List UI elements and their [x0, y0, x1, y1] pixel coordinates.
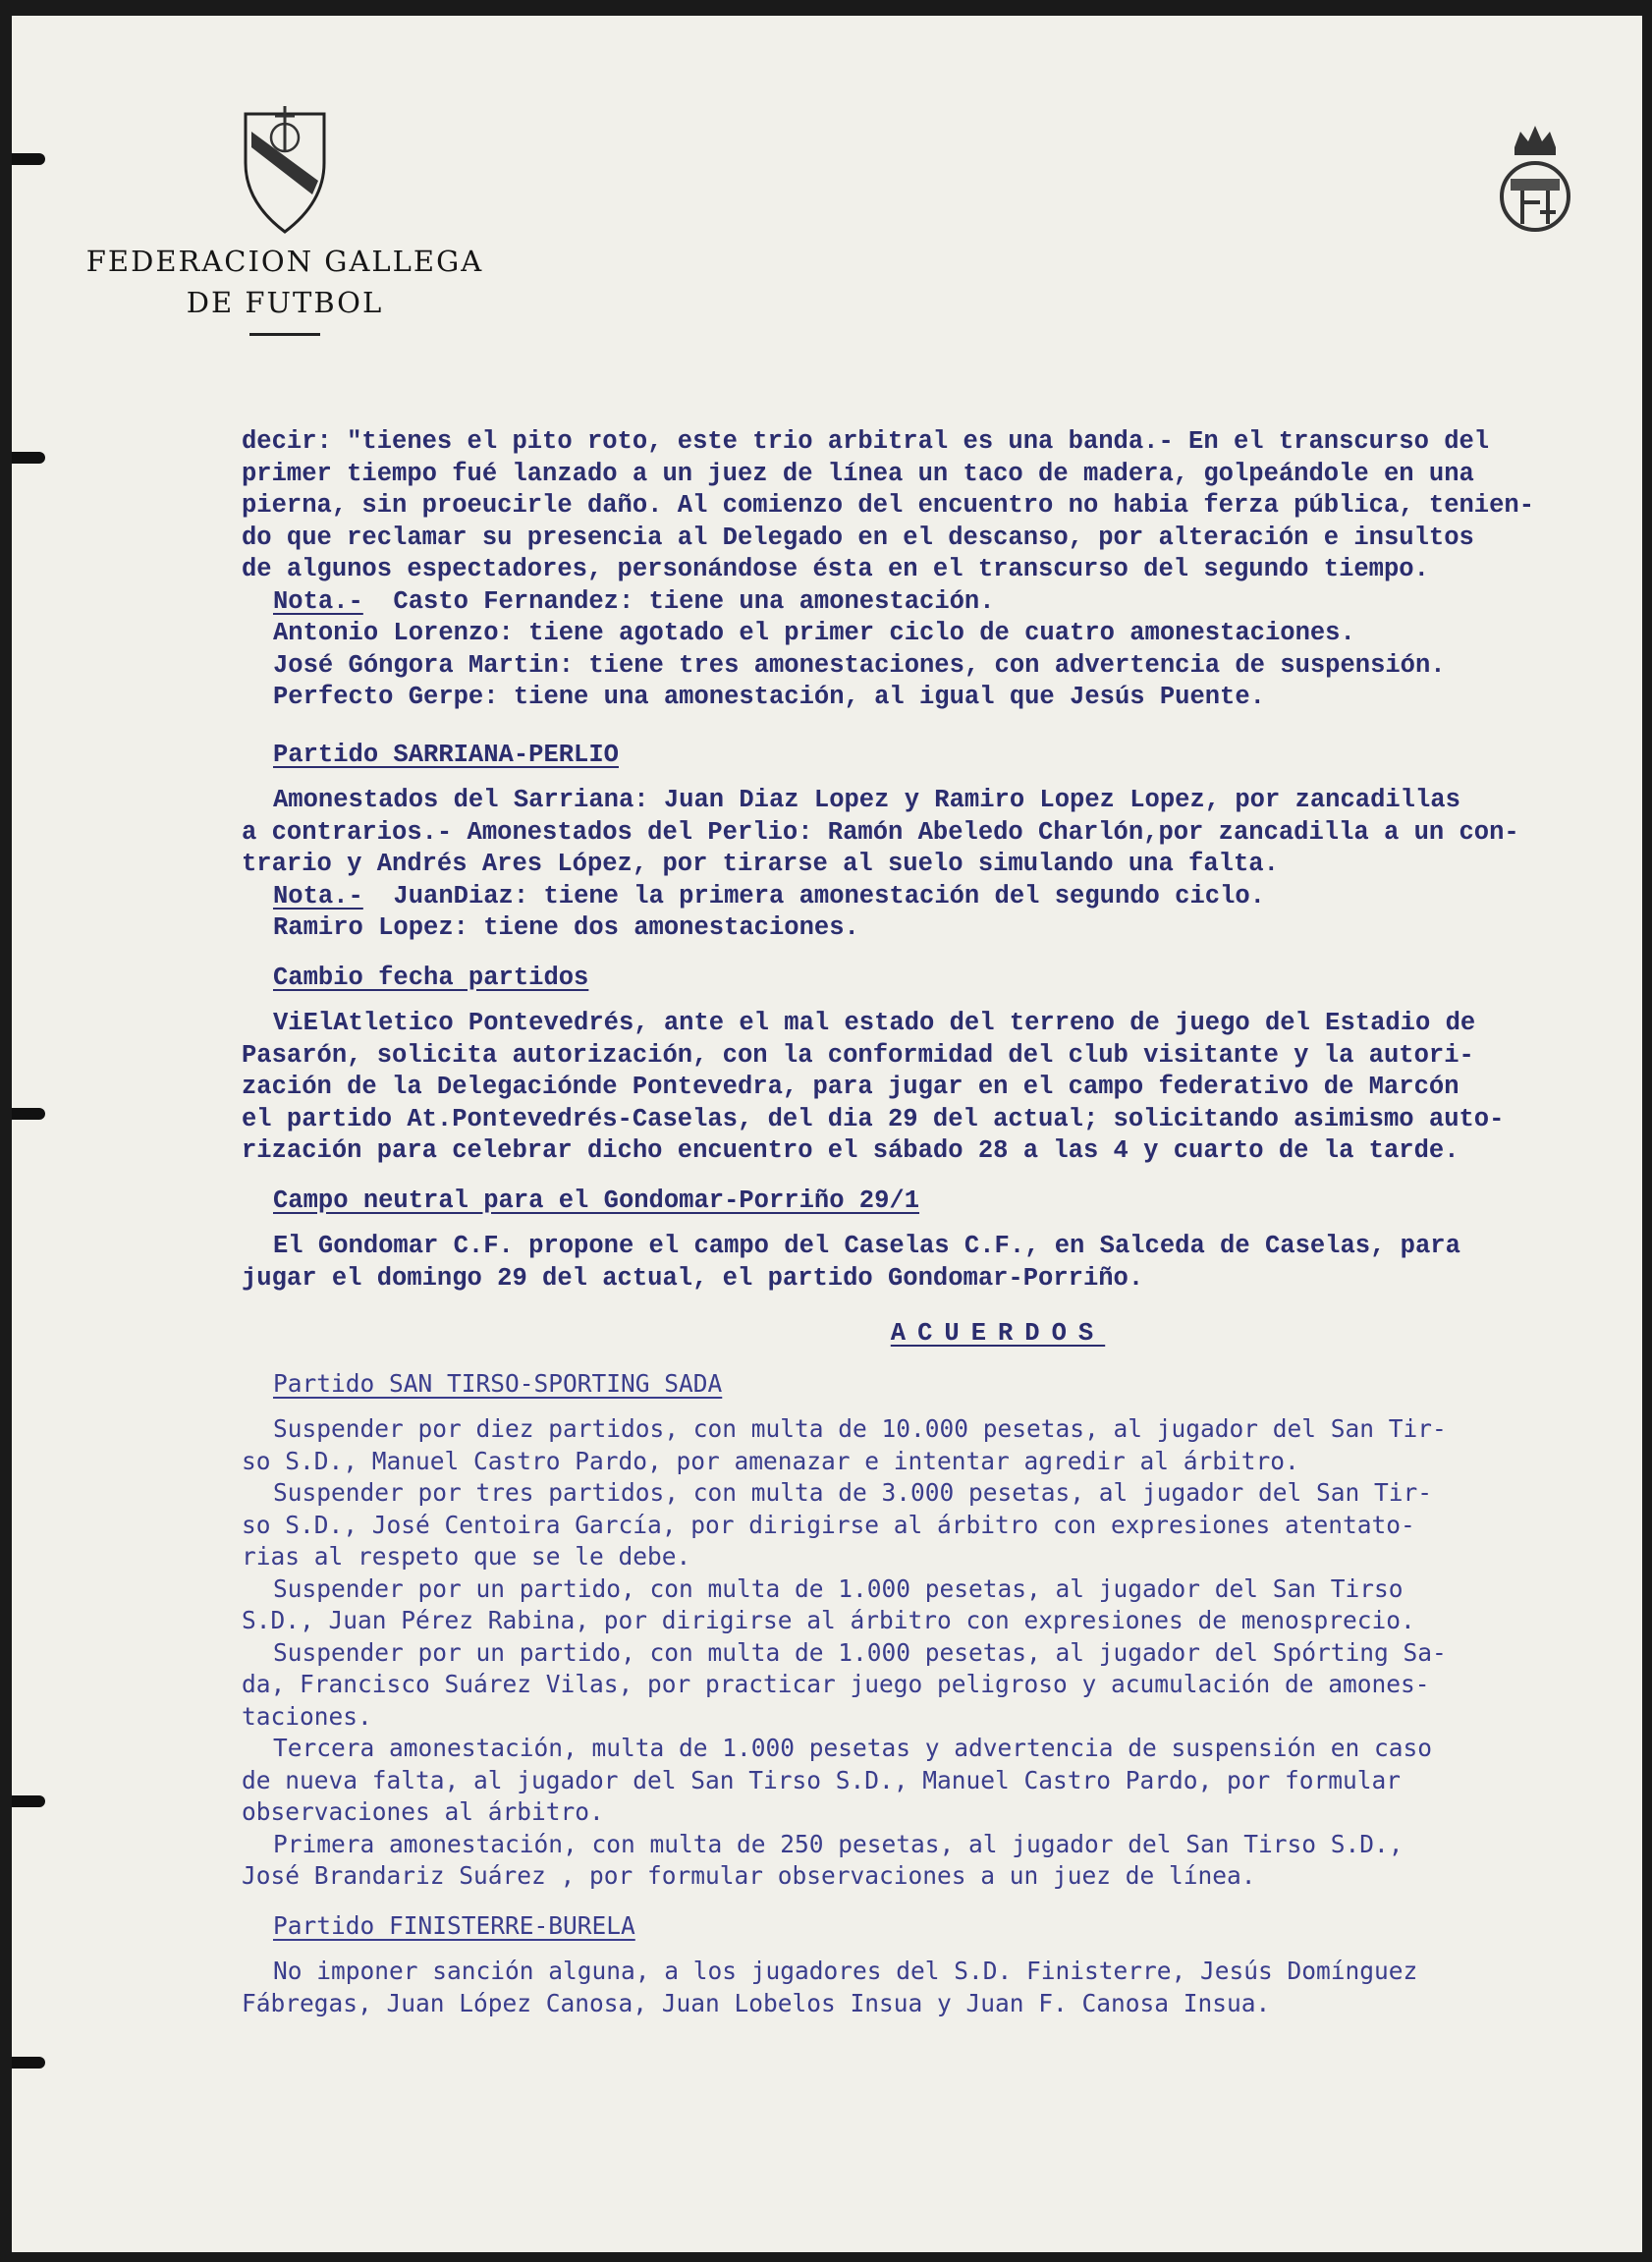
- text-line: Suspender por un partido, con multa de 1.000 pesetas, al jugador del Spórting Sa-: [273, 1637, 1447, 1667]
- text-line: da, Francisco Suárez Vilas, por practicar juego peligroso y acumulación de amones-: [242, 1670, 1430, 1698]
- text-line: Suspender por un partido, con multa de 1.000 pesetas, al jugador del San Tirso: [273, 1573, 1404, 1603]
- acuerdos-section: [242, 1368, 1636, 2020]
- text-line: do que reclamar su presencia al Delegado en el descanso, por alteración e insultos: [242, 523, 1474, 552]
- document-body: [242, 426, 1636, 2019]
- section-title: Partido FINISTERRE-BURELA: [273, 1910, 635, 1940]
- nota-label: Nota.-: [273, 586, 363, 616]
- royal-crown-crest-icon: [1493, 118, 1577, 249]
- text-line: Suspender por diez partidos, con multa de 10.000 pesetas, al jugador del San Tir-: [273, 1414, 1447, 1443]
- text-line: primer tiempo fué lanzado a un juez de línea un taco de madera, golpeándole en una: [242, 459, 1474, 488]
- binder-tab: [12, 1795, 45, 1807]
- org-name-line1: FEDERACION GALLEGA: [85, 245, 484, 278]
- text-line: so S.D., José Centoira García, por dirigirse al árbitro con expresiones atentato-: [242, 1510, 1415, 1539]
- text-line: zación de la Delegacióndе Pontevedra, para jugar en el campo federativo de Marcón: [242, 1073, 1459, 1101]
- nota-line: [242, 881, 1636, 913]
- text-line: Suspender por tres partidos, con multa de 3.000 pesetas, al jugador del San Tir-: [273, 1478, 1433, 1507]
- text-line: Ramiro Lopez: tiene dos amonestaciones.: [273, 913, 859, 942]
- text-line: jugar el domingo 29 del actual, el partido Gondomar-Porriño.: [242, 1263, 1144, 1293]
- text-line: ViElAtletico Pontevedrés, ante el mal estado del terreno de juego del Estadio de: [273, 1009, 1476, 1037]
- nota-text: JuanDiaz: tiene la primera amonestación del segundo ciclo.: [362, 881, 1265, 910]
- text-line: Antonio Lorenzo: tiene agotado el primer ciclo de cuatro amonestaciones.: [273, 619, 1355, 647]
- section-heading: [242, 1186, 1636, 1218]
- text-line: trario y Andrés Ares López, por tirarse al suelo simulando una falta.: [242, 850, 1279, 878]
- section-title: Partido SARRIANA-PERLIO: [273, 740, 619, 769]
- letterhead: [79, 104, 491, 336]
- text-line: a contrarios.- Amonestados del Perlio: Ramón Abeledo Charlón,por zancadilla a un con-: [242, 817, 1519, 847]
- text-line: Primera amonestación, con multa de 250 pesetas, al jugador del San Tirso S.D.,: [273, 1829, 1404, 1858]
- text-line: pierna, sin proeucirle daño. Al comienzo del encuentro no habia ferza pública, tenien-: [242, 491, 1535, 520]
- text-line: de nueva falta, al jugador del San Tirso S.D., Manuel Castro Pardo, por formular: [242, 1765, 1402, 1794]
- section-title: Cambio fecha partidos: [273, 963, 589, 992]
- text-line: observaciones al árbitro.: [242, 1797, 604, 1826]
- text-line: No imponer sanción alguna, a los jugadores del S.D. Finisterre, Jesús Domínguez: [273, 1957, 1418, 1985]
- section-title: Campo neutral para el Gondomar-Porriño 29/1: [273, 1186, 920, 1215]
- text-line: José Brandariz Suárez , por formular observaciones a un juez de línea.: [242, 1861, 1256, 1890]
- text-line: José Góngora Martin: tiene tres amonestaciones, con advertencia de suspensión.: [273, 650, 1446, 680]
- text-line: rias al respeto que se le debe.: [242, 1542, 691, 1571]
- text-line: S.D., Juan Pérez Rabina, por dirigirse al árbitro con expresiones de menosprecio.: [242, 1606, 1415, 1634]
- section-heading: [242, 1910, 1636, 1943]
- text-line: taciones.: [242, 1701, 372, 1731]
- section-heading: [242, 963, 1636, 995]
- text-line: rización para celebrar dicho encuentro el sábado 28 a las 4 y cuarto de la tarde.: [242, 1136, 1459, 1165]
- text-line: de algunos espectadores, personándose ésta en el transcurso del segundo tiempo.: [242, 555, 1429, 583]
- nota-text: Casto Fernandez: tiene una amonestación.: [362, 586, 995, 616]
- binder-tab: [12, 2057, 45, 2069]
- text-line: el partido At.Pontevedrés-Caselas, del dia 29 del actual; solicitando asimismo auto-: [242, 1104, 1505, 1133]
- text-line: Pasarón, solicita autorización, con la conformidad del club visitante y la autori-: [242, 1040, 1474, 1070]
- binder-tab: [12, 1108, 45, 1120]
- text-line: Perfecto Gerpe: tiene una amonestación, al igual que Jesús Puente.: [273, 683, 1265, 711]
- text-line: decir: "tienes el pito roto, este trio arbitral es una banda.- En el transcurso del: [242, 427, 1490, 456]
- binder-tab: [12, 452, 45, 464]
- section-title: Partido SAN TIRSO-SPORTING SADA: [273, 1368, 723, 1398]
- text-line: so S.D., Manuel Castro Pardo, por amenazar e intentar agredir al árbitro.: [242, 1446, 1299, 1475]
- acuerdos-heading: [242, 1318, 1636, 1351]
- federation-shield-icon: [240, 104, 330, 236]
- binder-tab: [12, 153, 45, 165]
- org-name-line2: DE FUTBOL: [186, 286, 384, 319]
- section-heading: [242, 1368, 1636, 1401]
- text-line: El Gondomar C.F. propone el campo del Caselas C.F., en Salceda de Caselas, para: [273, 1232, 1460, 1260]
- text-line: Tercera amonestación, multa de 1.000 pesetas y advertencia de suspensión en caso: [273, 1734, 1433, 1762]
- nota-label: Nota.-: [273, 881, 363, 910]
- acuerdos-title: ACUERDOS: [890, 1319, 1106, 1348]
- document-page: [12, 16, 1642, 2252]
- divider: [249, 333, 320, 336]
- text-line: Fábregas, Juan López Canosa, Juan Lobelos Insua y Juan F. Canosa Insua.: [242, 1988, 1271, 2017]
- nota-line: [242, 586, 1636, 619]
- section-heading: [242, 740, 1636, 772]
- text-line: Amonestados del Sarriana: Juan Diaz Lopez y Ramiro Lopez Lopez, por zancadillas: [273, 786, 1460, 814]
